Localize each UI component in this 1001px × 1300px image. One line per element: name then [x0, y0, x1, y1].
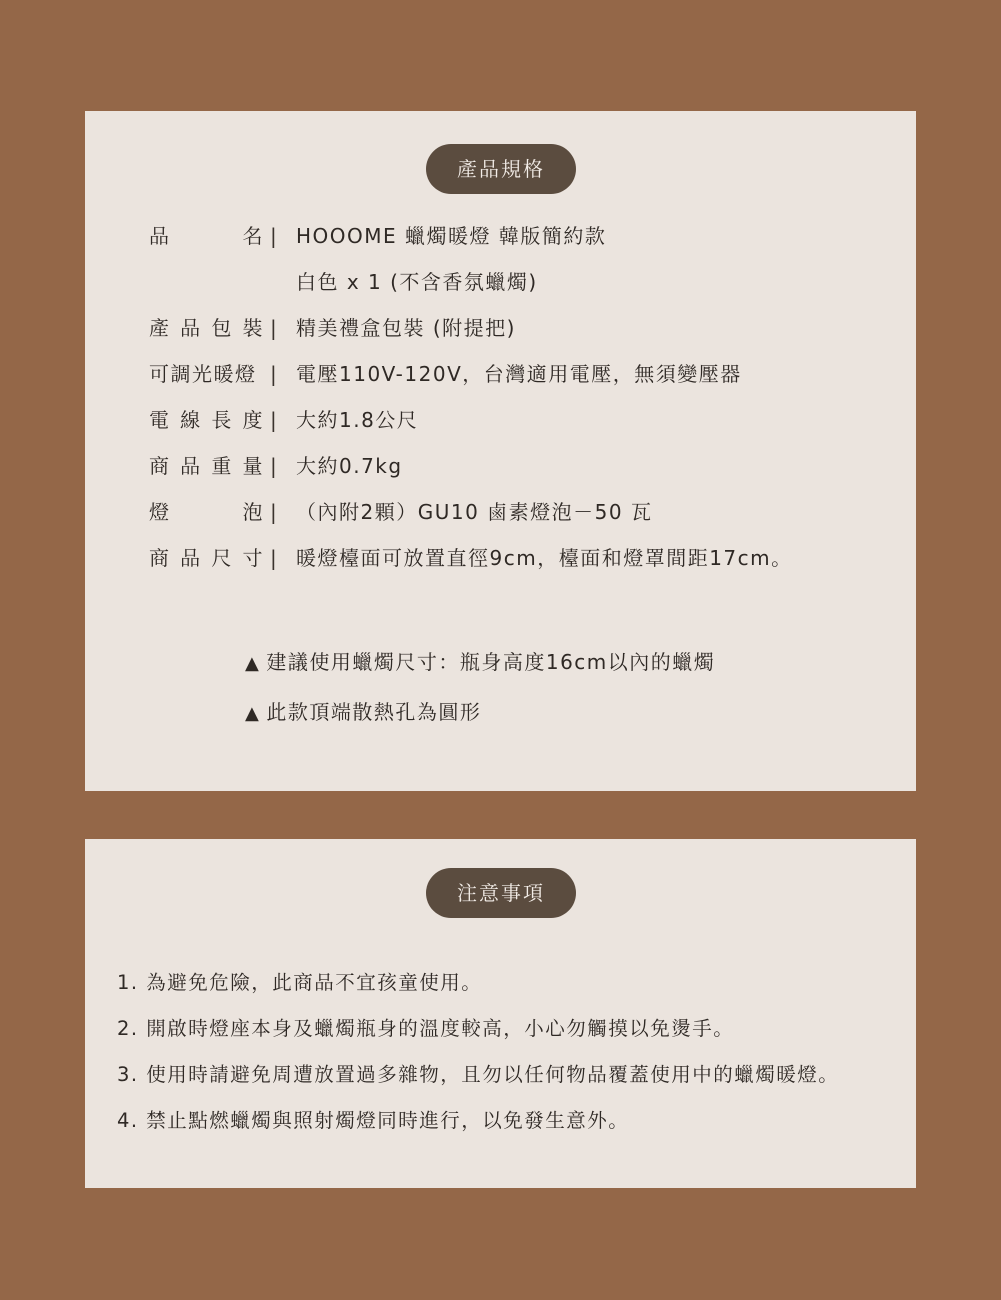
spec-value: （內附2顆）GU10 鹵素燈泡－50 瓦: [296, 500, 653, 524]
spec-title-badge: 產品規格: [426, 144, 576, 194]
spec-label-char: 量: [242, 454, 264, 478]
spec-label: [149, 407, 264, 453]
spec-tips: [245, 649, 715, 749]
spec-label-char: 包: [211, 316, 233, 340]
spec-row: [149, 361, 849, 407]
spec-value: 暖燈檯面可放置直徑9cm，檯面和燈罩間距17cm。: [296, 546, 793, 570]
spec-value: HOOOME 蠟燭暖燈 韓版簡約款: [296, 224, 607, 248]
tip-text: 此款頂端散熱孔為圓形: [266, 700, 482, 724]
notice-item: 2. 開啟時燈座本身及蠟燭瓶身的溫度較高，小心勿觸摸以免燙手。: [117, 1017, 735, 1040]
spec-label-char: 產: [149, 316, 171, 340]
spec-row: [149, 545, 849, 591]
spec-values: [296, 361, 742, 407]
spec-label-char: 尺: [211, 546, 233, 570]
spec-label-char: 裝: [242, 316, 264, 340]
spec-label: [149, 223, 264, 269]
spec-separator: |: [270, 224, 279, 248]
notice-card: [85, 839, 916, 1188]
spec-label-char: 名: [242, 224, 264, 248]
spec-label: [149, 545, 264, 591]
triangle-icon: ▲: [245, 653, 261, 674]
spec-row: [149, 223, 849, 315]
spec-label: [149, 453, 264, 499]
notice-item: 3. 使用時請避免周遭放置過多雜物，且勿以任何物品覆蓋使用中的蠟燭暖燈。: [117, 1063, 840, 1086]
spec-label-char: 長: [211, 408, 233, 432]
spec-label: [149, 315, 264, 361]
notice-title-badge: 注意事項: [426, 868, 576, 918]
spec-label-char: 品: [180, 546, 202, 570]
spec-row: [149, 407, 849, 453]
spec-row: [149, 315, 849, 361]
spec-label-char: 度: [242, 408, 264, 432]
spec-value: 大約0.7kg: [296, 454, 403, 478]
spec-label-char: 品: [149, 224, 171, 248]
spec-label: [149, 499, 264, 545]
spec-values: [296, 453, 403, 499]
spec-label-char: 品: [180, 454, 202, 478]
spec-separator: |: [270, 316, 279, 340]
spec-label-char: 電: [149, 408, 171, 432]
spec-separator: |: [270, 546, 279, 570]
spec-label-char: 品: [180, 316, 202, 340]
spec-label-char: 商: [149, 454, 171, 478]
spec-value: 精美禮盒包裝 (附提把): [296, 316, 516, 340]
spec-separator: |: [270, 362, 279, 386]
spec-label: [149, 361, 264, 407]
spec-separator: |: [270, 454, 279, 478]
spec-value: 電壓110V-120V，台灣適用電壓，無須變壓器: [296, 362, 742, 386]
spec-label-char: 泡: [242, 500, 264, 524]
spec-label-char: 燈: [149, 500, 171, 524]
spec-label-char: 可調光暖燈: [149, 362, 257, 386]
spec-value: 大約1.8公尺: [296, 408, 419, 432]
notice-list: [117, 970, 839, 1154]
product-spec-card: [85, 111, 916, 791]
notice-item: 1. 為避免危險，此商品不宜孩童使用。: [117, 971, 483, 994]
tip-item: [245, 649, 715, 699]
spec-values: [296, 545, 793, 591]
spec-row: [149, 499, 849, 545]
triangle-icon: ▲: [245, 703, 261, 724]
spec-list: [149, 223, 849, 591]
spec-label-char: 寸: [242, 546, 264, 570]
tip-item: [245, 699, 715, 749]
spec-separator: |: [270, 500, 279, 524]
spec-values: [296, 499, 652, 545]
spec-values: [296, 223, 606, 315]
spec-label-char: 線: [180, 408, 202, 432]
spec-label-char: 重: [211, 454, 233, 478]
spec-values: [296, 315, 516, 361]
notice-item: 4. 禁止點燃蠟燭與照射燭燈同時進行，以免發生意外。: [117, 1109, 630, 1132]
spec-value: 白色 x 1 (不含香氛蠟燭): [296, 270, 538, 294]
tip-text: 建議使用蠟燭尺寸：瓶身高度16cm以內的蠟燭: [266, 650, 716, 674]
spec-separator: |: [270, 408, 279, 432]
spec-row: [149, 453, 849, 499]
spec-values: [296, 407, 418, 453]
spec-label-char: 商: [149, 546, 171, 570]
